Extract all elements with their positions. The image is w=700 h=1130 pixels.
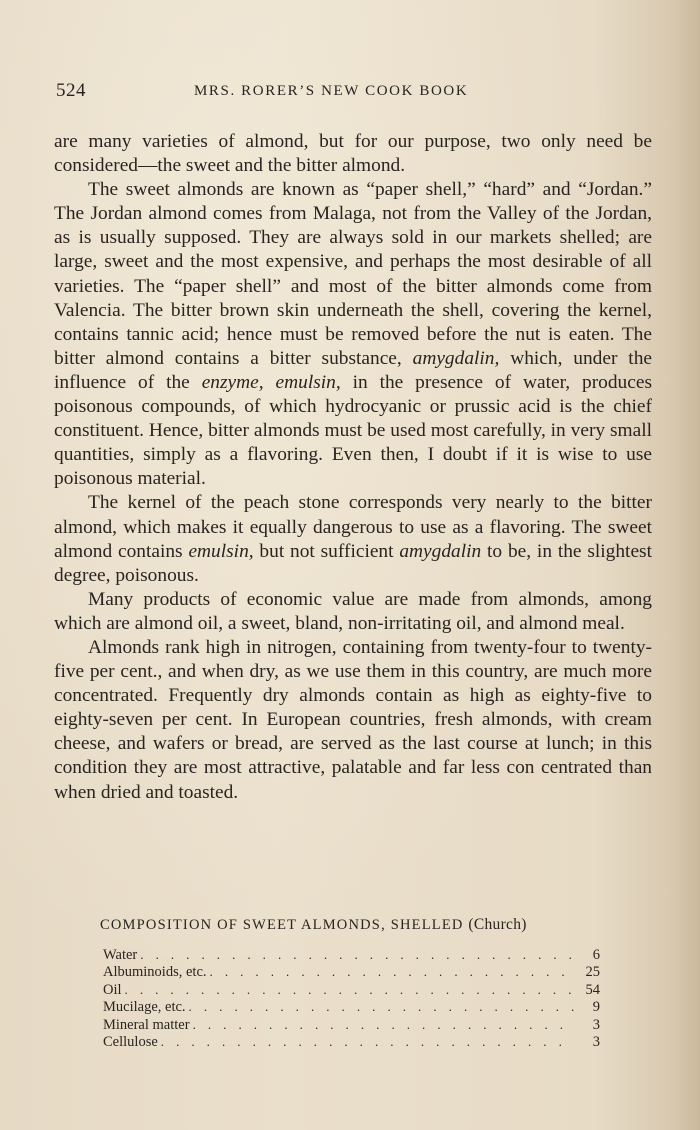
text-span: Almonds rank high in nitrogen, containing from twenty-four to twenty-five per cent., and when dry, as we use them in this country, are much more concentrated. Frequently dry almonds contain as high as eighty-five to eighty-seven per cent. In European countries, fresh almonds, with cream cheese, and wafers or bread, are served as the last course at lunch; in this condition they are most attractive, palatable and far less con centrated than when dried and toasted. (54, 636, 652, 803)
row-label: Oil (103, 981, 122, 998)
text-span: The kernel of the peach stone corresponds very nearly to the bitter almond, which makes it equally dangerous to use as a flavoring. The sweet almond contains (54, 492, 652, 562)
text-span: which, under the influence of the (54, 347, 652, 393)
text-span: to be, in the slightest degree, poisonous. (54, 540, 652, 586)
table-row (103, 1033, 600, 1050)
dot-leader (125, 981, 574, 998)
italic-term: amygdalin, (412, 347, 500, 369)
page-header (56, 80, 656, 104)
row-label: Mineral matter (103, 1016, 190, 1033)
row-value: 25 (585, 964, 600, 981)
row-label: Albuminoids, etc. (103, 964, 207, 981)
italic-term: amygdalin (399, 540, 482, 562)
paragraph (54, 178, 652, 491)
row-value: 3 (592, 1016, 600, 1033)
dot-leader (210, 963, 574, 980)
text-span: The sweet almonds are known as “paper shell,” “hard” and “Jordan.” The Jordan almond comes from Malaga, not from the Valley of the Jordan, as is usually supposed. They are always sold in our markets shelled; are large, sweet and the most expensive, and perhaps the most desirable of all varieties. The “paper shell” and most of the bitter almonds come from Valencia. The bitter brown skin underneath the shell, covering the kernel, contains tannic acid; hence must be removed before the nut is eaten. The bitter almond contains a bitter substance, (54, 179, 652, 369)
row-value: 6 (592, 947, 600, 963)
dot-leader (189, 998, 574, 1015)
text-span: but not sufficient (253, 540, 400, 562)
text-span: Many products of economic value are made from almonds, among which are almond oil, a sweet, bland, non-irritating oil, and almond meal. (54, 588, 652, 634)
italic-term: enzyme, emulsin, (201, 371, 341, 393)
text-span: in the presence of water, produces poisonous compounds, of which hydrocyanic or prussic acid is the chief constituent. Hence, bitter almonds must be used most carefully, in very small quantities, simply as a flavoring. Even then, I doubt if it is wise to use poisonous material. (54, 371, 653, 490)
row-value: 54 (585, 981, 600, 998)
table-row (103, 998, 600, 1015)
page-number: 524 (56, 80, 86, 101)
table-row (103, 981, 600, 998)
composition-table-title (100, 916, 620, 934)
table-row (103, 946, 600, 963)
composition-title: COMPOSITION OF SWEET ALMONDS, SHELLED (100, 917, 464, 933)
body-text (54, 130, 652, 805)
paragraph (54, 588, 652, 636)
paragraph (54, 491, 652, 587)
text-span: are many varieties of almond, but for our purpose, two only need be considered—the sweet and the bitter almond. (54, 131, 652, 177)
italic-term: emulsin, (188, 540, 254, 562)
dot-leader (193, 1016, 574, 1033)
paragraph (54, 130, 652, 178)
running-head: MRS. RORER’S NEW COOK BOOK (194, 83, 469, 99)
row-label: Water (103, 947, 138, 963)
table-row (103, 1016, 600, 1033)
composition-source: (Church) (468, 916, 527, 933)
row-label: Cellulose (103, 1033, 158, 1050)
composition-table (103, 946, 600, 1050)
dot-leader (140, 946, 574, 963)
row-label: Mucilage, etc. (103, 999, 186, 1016)
dot-leader (161, 1033, 574, 1050)
table-row (103, 963, 600, 980)
paragraph (54, 636, 652, 805)
row-value: 3 (592, 1033, 600, 1050)
row-value: 9 (592, 999, 600, 1016)
